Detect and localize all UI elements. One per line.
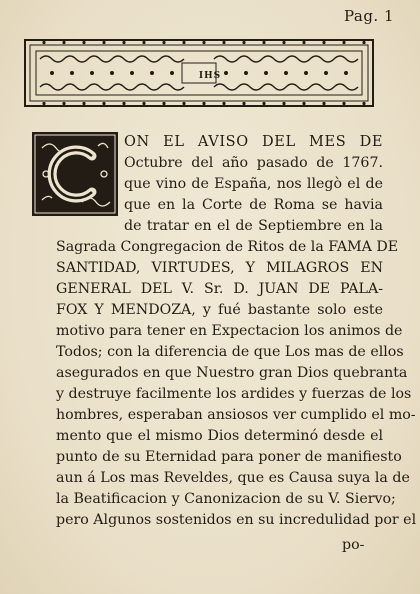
text-line: Sagrada Congregacion de Ritos de la FAMA DE <box>56 239 399 255</box>
text-line: punto de su Eternidad para poner de manifiesto <box>56 449 402 465</box>
text-line: la Beatificacion y Canonizacion de su V. Siervo; <box>56 491 396 507</box>
text-line: aun á Los mas Reveldes, que es Causa suya la de <box>56 470 410 486</box>
text-line: ON EL AVISO DEL MES DE <box>124 134 383 150</box>
decorated-initial-c-icon <box>32 132 118 216</box>
text-line: GENERAL DEL V. Sr. D. JUAN DE PALA- <box>56 281 383 297</box>
text-line: motivo para tener en Expectacion los animos de <box>56 323 403 339</box>
text-line: asegurados en que Nuestro gran Dios quebranta <box>56 365 408 381</box>
text-line: Todos; con la diferencia de que Los mas de ellos <box>56 344 404 360</box>
text-line: que en la Corte de Roma se havia <box>124 197 383 213</box>
decorated-initial <box>32 132 118 216</box>
text-line: Octubre del año pasado de 1767. <box>124 155 383 171</box>
text-line: FOX Y MENDOZA, y fué bastante solo este <box>56 302 383 318</box>
text-line: mento que el mismo Dios determinó desde el <box>56 428 383 444</box>
text-line: que vino de España, nos llegò el de <box>124 176 383 192</box>
text-line: y destruye facilmente los ardides y fuerzas de los <box>56 386 412 402</box>
page-number: Pag. 1 <box>343 7 394 25</box>
text-line: hombres, esperaban ansiosos ver cumplido el mo- <box>56 407 416 423</box>
text-line: SANTIDAD, VIRTUDES, Y MILAGROS EN <box>56 260 383 276</box>
ihs-monogram: IHS <box>198 71 222 81</box>
text-line: pero Algunos sostenidos en su incredulidad por el <box>56 512 417 528</box>
catchword: po- <box>342 537 365 553</box>
text-line: de tratar en el de Septiembre en la <box>124 218 383 234</box>
